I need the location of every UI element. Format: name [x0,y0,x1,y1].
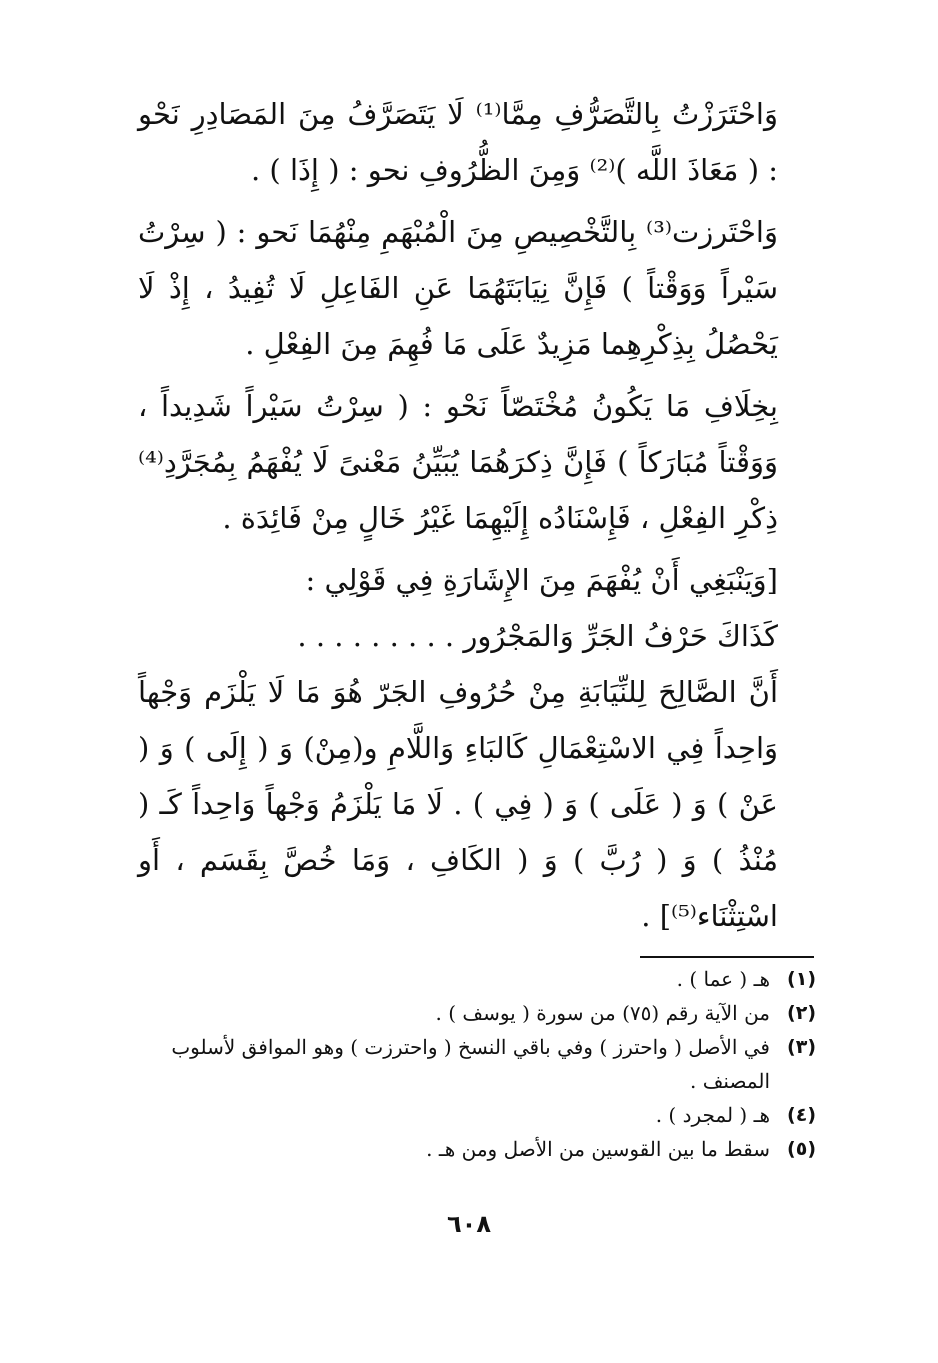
footnote-text: من الآية رقم (٧٥) من سورة ( يوسف ) . [435,1001,770,1025]
page-number: ٦٠٨ [447,1210,491,1238]
footnote-text: سقط ما بين القوسين من الأصل ومن هـ . [426,1137,770,1161]
paragraph-4: أَنَّ الصَّالِحَ لِلنِّيَابَةِ مِنْ حُرُوفِ الجَرّ هُوَ مَا لَا يَلْزَم وَجْهاً وَاحِداً فِي الاسْتِعْمَالِ كَالبَاءِ وَاللَّامِ و(مِنْ) وَ ( إِلَى ) وَ ( عَنْ ) وَ ( عَلَى ) وَ ( فِي ) . لَا مَا يَلْزَمُ وَجْهاً وَاحِداً كَـ ( مُنْذُ ) وَ ( رُبَّ ) وَ ( الكَافِ ، وَمَا خُصَّ بِقَسَم ، أَو اسْتِثْنَاء⁽⁵⁾] . [138,675,778,933]
footnote-text: هـ ( عما ) . [676,967,770,991]
footnote-number: (٢) [787,1002,816,1024]
paragraph-3: بِخِلَافِ مَا يَكُونُ مُخْتَصّاً نَحْو : ( سِرْتُ سَيْراً شَدِيداً ، وَوَقْتاً مُبَارَكاً ) فَإِنَّ ذِكرَهُمَا يُبَيِّنُ مَعْنىً لَا يُفْهَمُ بِمُجَرَّدِ⁽⁴⁾ ذِكْرِ الفِعْلِ ، فَإِسْنَادُه إِلَيْهِمَا غَيْرُ خَالٍ مِنْ فَائِدَة . [138,389,778,535]
footnote-5 [130,1132,816,1166]
paragraph-1: وَاحْتَرَزْتُ بِالتَّصَرُّفِ مِمَّا⁽¹⁾ لَا يَتَصَرَّفُ مِنَ المَصَادِرِ نَحْو : ( مَعَاذَ اللَّه )⁽²⁾ وَمِنَ الظُّرُوفِ نحو : ( إِذَا ) . [138,97,778,187]
footnote-text: هـ ( لمجرد ) . [655,1103,770,1127]
footnote-number: (٣) [787,1036,816,1058]
footnote-number: (٤) [787,1104,816,1126]
main-text [138,86,814,944]
paragraph-2: وَاحْتَرزت⁽³⁾ بِالتَّخْصِيصِ مِنَ الْمُبْهَمِ مِنْهُمَا نَحو : ( سِرْتُ سَيْراً وَوَقْتاً ) فَإِنَّ نِيَابَتَهُمَا عَنِ الفَاعِلِ لَا تُفِيدُ ، إِذْ لَا يَحْصُلُ بِذِكْرِهِما مَزِيدٌ عَلَى مَا فُهِمَ مِنَ الفِعْلِ . [138,215,778,361]
footnote-divider [640,956,814,958]
verse-line: كَذَاكَ حَرْفُ الجَرِّ وَالمَجْرُور . . . . . . . . . [297,619,778,653]
verse-intro: [وَيَنْبَغِي أَنْ يُفْهَمَ مِنَ الإِشَارَةِ فِي قَوْلِي : [305,563,778,597]
footnote-number: (١) [787,968,816,990]
footnote-3 [130,1030,816,1098]
footnotes [130,962,816,1166]
footnote-4 [130,1098,816,1132]
footnote-number: (٥) [787,1138,816,1160]
footnote-1 [130,962,816,996]
footnote-text: في الأصل ( واحترز ) وفي باقي النسخ ( واحترزت ) وهو الموافق لأسلوب المصنف . [171,1035,770,1093]
footnote-2 [130,996,816,1030]
